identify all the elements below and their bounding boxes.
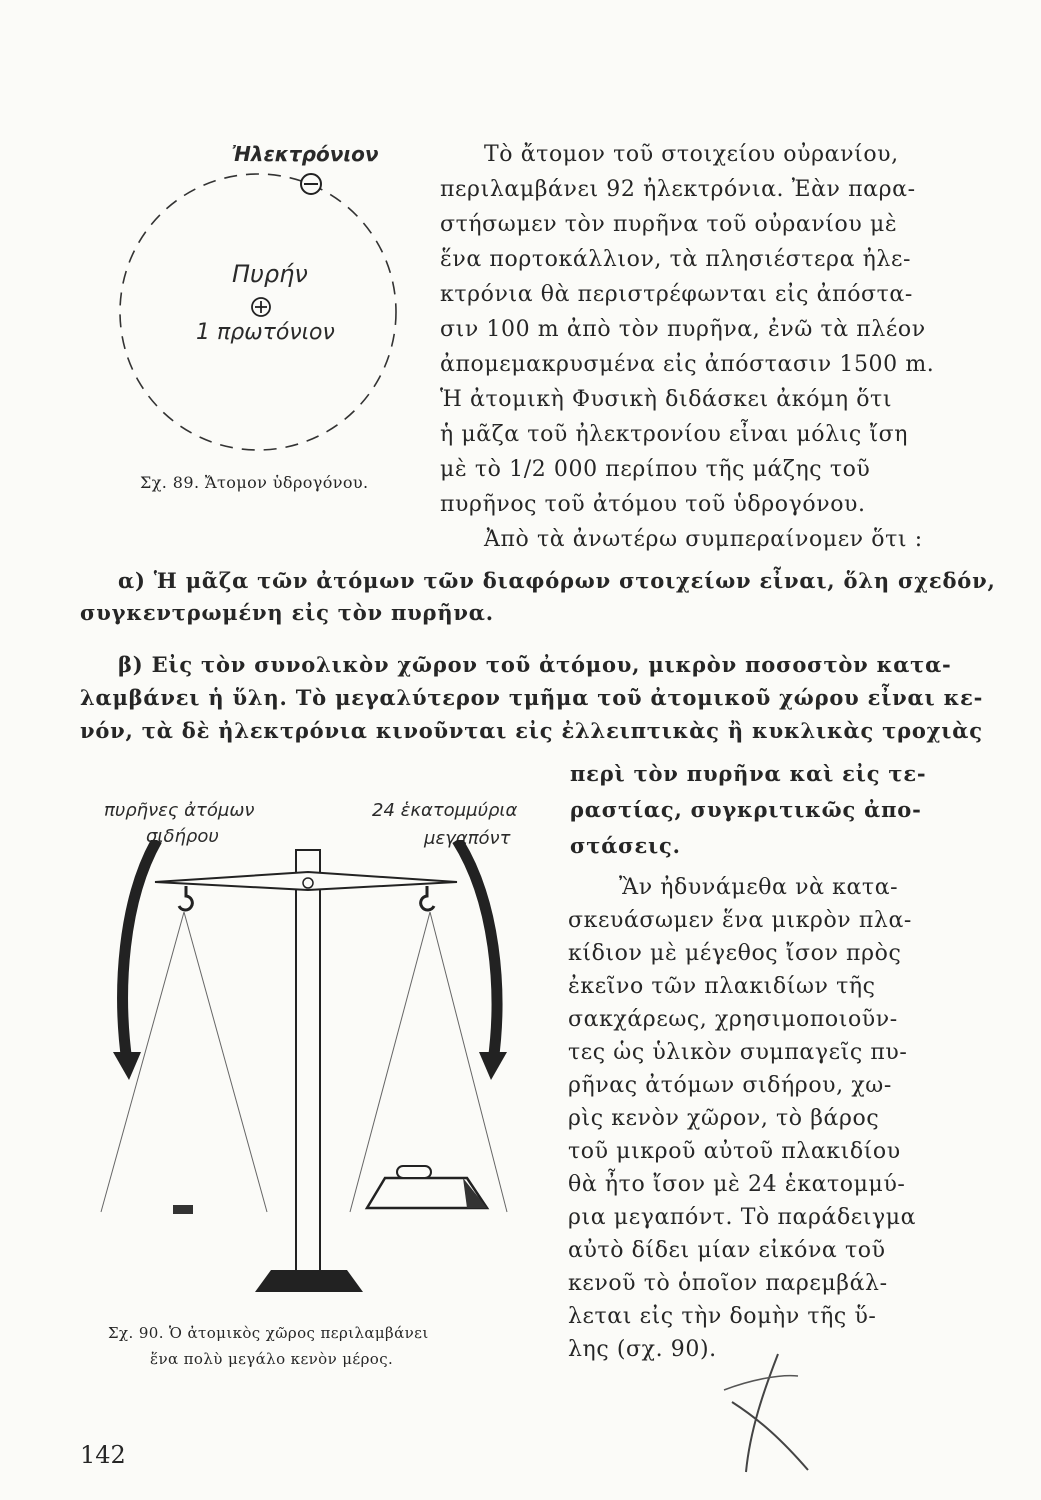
scale-pillar (296, 850, 320, 1272)
text-line: τοῦ μικροῦ αὐτοῦ πλακιδίου (568, 1139, 901, 1164)
caption-fig90-line2: ἕνα πολὺ μεγάλο κενὸν μέρος. (150, 1350, 394, 1368)
label-iron-nuclei: πυρῆνες ἀτόμων (104, 800, 255, 821)
label-electron: Ἠλεκτρόνιον (232, 142, 379, 166)
text-line: πυρῆνος τοῦ ἀτόμου τοῦ ὑδρογόνου. (440, 492, 866, 517)
caption-fig89: Σχ. 89. Ἄτομον ὑδρογόνου. (140, 473, 369, 492)
electron-orbit (120, 174, 396, 450)
page-number: 142 (80, 1441, 126, 1469)
text-line: α) Ἡ μᾶζα τῶν ἀτόμων τῶν διαφόρων στοιχείων εἶναι, ὅλη σχεδόν, (118, 568, 996, 593)
text-line: μὲ τὸ 1/2 000 περίπου τῆς μάζης τοῦ (440, 457, 871, 482)
figure-90 (95, 840, 555, 1310)
text-line: τες ὡς ὑλικὸν συμπαγεῖς πυ- (568, 1040, 908, 1065)
hydrogen-atom-diagram (110, 140, 430, 470)
text-line: σακχάρεως, χρησιμοποιοῦν- (568, 1007, 898, 1032)
text-line: κίδιον μὲ μέγεθος ἴσον πρὸς (568, 941, 902, 966)
text-line: νόν, τὰ δὲ ἠλεκτρόνια κινοῦνται εἰς ἐλλειπτικὰς ἢ κυκλικὰς τροχιὰς (80, 718, 983, 743)
text-line: σκευάσωμεν ἕνα μικρὸν πλα- (568, 908, 912, 933)
text-line: κενοῦ τὸ ὁποῖον παρεμβάλ- (568, 1271, 888, 1296)
text-line: θὰ ἦτο ἴσον μὲ 24 ἑκατομμύ- (568, 1172, 906, 1197)
text-line: ρια μεγαπόντ. Τὸ παράδειγμα (568, 1205, 917, 1230)
beam-pivot (303, 878, 313, 888)
text-line: ραστίας, συγκριτικῶς ἀπο- (570, 797, 922, 822)
right-hook (421, 886, 434, 910)
label-megapont: μεγαπόντ (424, 828, 511, 849)
text-line: περὶ τὸν πυρῆνα καὶ εἰς τε- (570, 761, 927, 786)
label-proton: 1 πρωτόνιον (196, 320, 335, 345)
text-line: Ἡ ἀτομικὴ Φυσικὴ διδάσκει ἀκόμη ὅτι (440, 387, 893, 412)
figure-89 (110, 140, 430, 470)
label-nucleus: Πυρήν (232, 260, 308, 288)
text-line: β) Εἰς τὸν συνολικὸν χῶρον τοῦ ἀτόμου, μικρὸν ποσοστὸν κατα- (118, 652, 952, 677)
scale-base (255, 1270, 363, 1292)
text-line: λης (σχ. 90). (568, 1337, 717, 1362)
iron-cube (173, 1205, 193, 1214)
text-line: λεται εἰς τὴν δομὴν τῆς ὕ- (568, 1304, 877, 1329)
text-line: αὐτὸ δίδει μίαν εἰκόνα τοῦ (568, 1238, 886, 1263)
text-line: Τὸ ἄτομον τοῦ στοιχείου οὐρανίου, (484, 142, 899, 167)
text-line: ἀπομεμακρυσμένα εἰς ἀπόστασιν 1500 m. (440, 352, 935, 377)
text-line: ρῆνας ἀτόμων σιδήρου, χω- (568, 1073, 892, 1098)
text-line: περιλαμβάνει 92 ἠλεκτρόνια. Ἐὰν παρα- (440, 177, 916, 202)
text-line: ρὶς κενὸν χῶρον, τὸ βάρος (568, 1106, 880, 1131)
text-line: ἐκεῖνο τῶν πλακιδίων τῆς (568, 974, 876, 999)
text-line: ἡ μᾶζα τοῦ ἠλεκτρονίου εἶναι μόλις ἴση (440, 422, 909, 447)
left-hook (179, 886, 192, 910)
label-24-million: 24 ἑκατομμύρια (372, 800, 518, 821)
text-line: στήσωμεν τὸν πυρῆνα τοῦ οὐρανίου μὲ (440, 212, 898, 237)
text-line: ἕνα πορτοκάλλιον, τὰ πλησιέστερα ἠλε- (440, 247, 911, 272)
label-iron: σιδήρου (146, 826, 219, 847)
paragraph-conclusion-intro: Ἀπὸ τὰ ἀνωτέρω συμπεραίνομεν ὅτι : (484, 527, 923, 552)
text-line: σιν 100 m ἀπὸ τὸν πυρῆνα, ἐνῶ τὰ πλέον (440, 317, 926, 342)
text-line: λαμβάνει ἡ ὕλη. Τὸ μεγαλύτερον τμῆμα τοῦ ἀτομικοῦ χώρου εἶναι κε- (80, 685, 984, 710)
text-line: συγκεντρωμένη εἰς τὸν πυρῆνα. (80, 600, 494, 625)
text-line: Ἂν ἠδυνάμεθα νὰ κατα- (619, 875, 899, 900)
text-line: στάσεις. (570, 833, 681, 858)
caption-fig90-line1: Σχ. 90. Ὁ ἀτομικὸς χῶρος περιλαμβάνει (108, 1324, 429, 1342)
right-arrow (457, 840, 497, 1062)
balance-scale-diagram (95, 840, 555, 1310)
text-line: κτρόνια θὰ περιστρέφωνται εἰς ἀπόστα- (440, 282, 913, 307)
pencil-mark (720, 1350, 820, 1480)
